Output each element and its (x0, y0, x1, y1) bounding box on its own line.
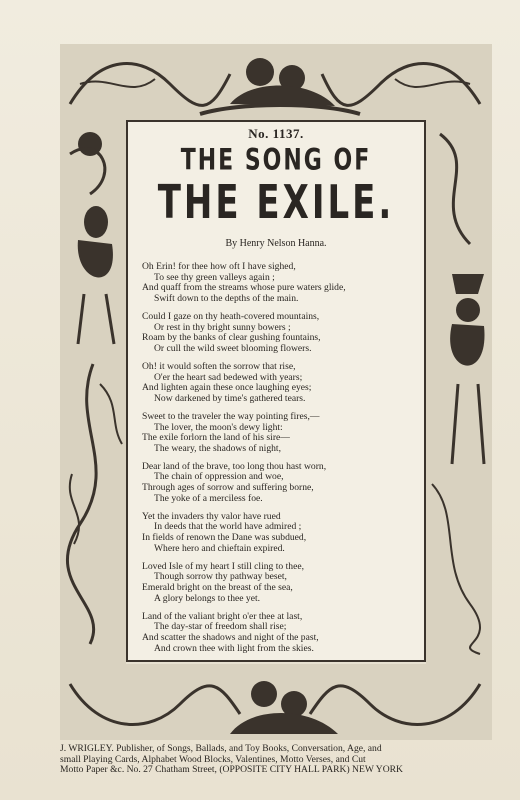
poem-line: And lighten again these once laughing eyes; (142, 382, 312, 394)
song-title-line-1: THE SONG OF (180, 144, 372, 178)
poem-line: Swift down to the depths of the main. (154, 292, 299, 304)
poem-line: Sweet to the traveler the way pointing fires,— (142, 410, 320, 422)
song-title-line-2: THE EXILE. (157, 176, 395, 230)
poem-line: Yet the invaders thy valor have rued (142, 510, 281, 522)
poem-line: To see thy green valleys again ; (154, 271, 275, 283)
song-number: No. 1137. (248, 126, 304, 141)
poem-line: The yoke of a merciless foe. (154, 492, 263, 504)
imprint-line: small Playing Cards, Alphabet Wood Blocks, Valentines, Motto Verses, and Cut (60, 753, 366, 765)
stanza (142, 512, 422, 554)
poem-line: Oh! it would soften the sorrow that rise, (142, 360, 296, 372)
poem-line: Or rest in thy bright sunny bowers ; (154, 321, 291, 333)
song-panel (126, 120, 426, 662)
poem-line: Could I gaze on thy heath-covered mountains, (142, 310, 320, 322)
stanza (142, 312, 422, 354)
poem-line: Oh Erin! for thee how oft I have sighed, (142, 261, 296, 272)
poem-line: The weary, the shadows of night, (154, 442, 281, 454)
imprint-line: J. WRIGLEY. Publisher, of Songs, Ballads, and Toy Books, Conversation, Age, and (60, 743, 382, 754)
poem-line: Roam by the banks of clear gushing fountains, (142, 332, 321, 344)
poem-line: O'er the heart sad bedewed with years; (154, 371, 303, 383)
poem-line: Or cull the wild sweet blooming flowers. (154, 342, 312, 354)
poem-line: A glory belongs to thee yet. (154, 592, 261, 604)
poem-line: Though sorrow thy pathway beset, (154, 571, 287, 583)
poem-text (142, 262, 422, 662)
poem-line: Loved Isle of my heart I still cling to thee, (142, 560, 304, 572)
poem-line: The lover, the moon's dewy light: (154, 421, 283, 433)
stanza (142, 562, 422, 604)
stanza (142, 612, 422, 654)
publisher-imprint (60, 744, 480, 776)
poem-line: Dear land of the brave, too long thou hast worn, (142, 460, 327, 472)
poem-line: Now darkened by time's gathered tears. (154, 392, 306, 404)
poem-line: And scatter the shadows and night of the past, (142, 631, 319, 643)
poem-line: The chain of oppression and woe, (154, 471, 284, 483)
stanza (142, 462, 422, 504)
poem-line: Land of the valiant bright o'er thee at last, (142, 610, 303, 622)
stanza (142, 412, 422, 454)
poem-line: Through ages of sorrow and suffering borne, (142, 482, 314, 494)
author-credit: By Henry Nelson Hanna. (225, 238, 327, 249)
poem-line: The exile forlorn the land of his sire— (142, 432, 290, 444)
poem-line: The day-star of freedom shall rise; (154, 621, 287, 633)
stanza (142, 262, 422, 304)
poem-line: Where hero and chieftain expired. (154, 542, 285, 554)
poem-line: In fields of renown the Dane was subdued, (142, 532, 307, 544)
poem-line: And quaff from the streams whose pure waters glide, (142, 282, 346, 294)
poem-line: In deeds that the world have admired ; (154, 521, 302, 533)
stanza (142, 362, 422, 404)
poem-line: Emerald bright on the breast of the sea, (142, 582, 293, 593)
poem-line: And crown thee with light from the skies. (154, 642, 314, 654)
imprint-line: Motto Paper &c. No. 27 Chatham Street, (OPPOSITE CITY HALL PARK) NEW YORK (60, 764, 403, 775)
